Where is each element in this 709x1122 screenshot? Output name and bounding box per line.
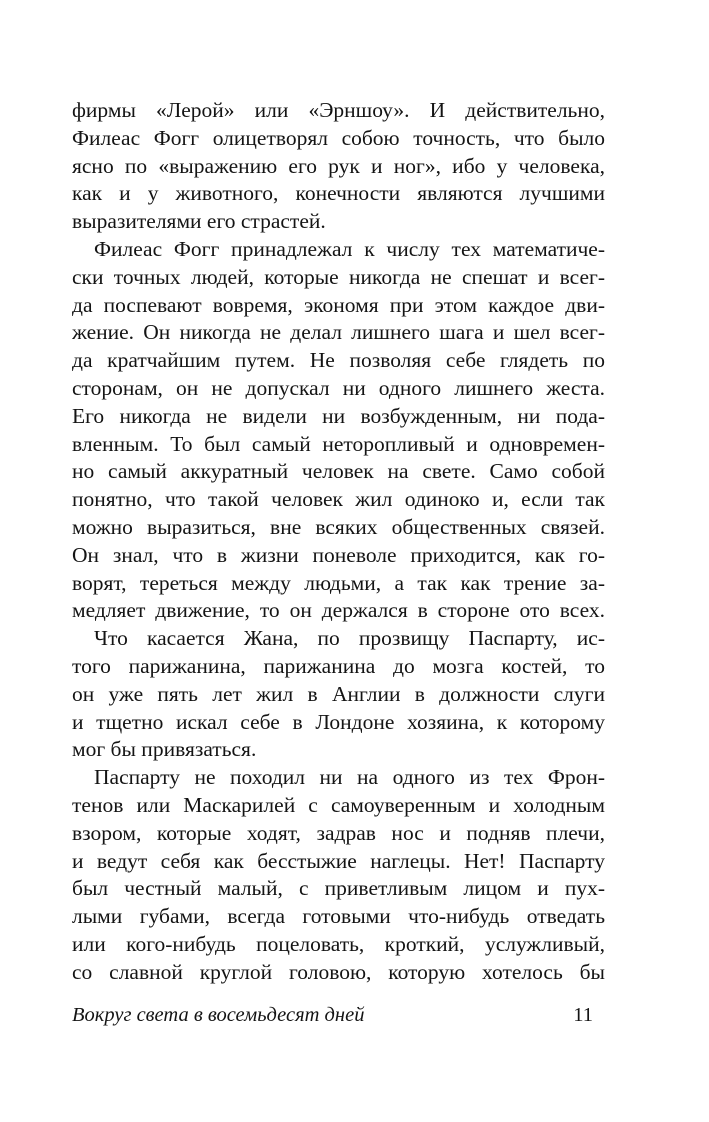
text-line: мог бы привязаться. — [72, 737, 257, 762]
text-line: со славной круглой головою, которую хотелось бы — [72, 959, 605, 984]
text-line: был честный малый, с приветливым лицом и пух- — [72, 876, 605, 901]
text-line: того парижанина, парижанина до мозга костей, то — [72, 653, 605, 678]
text-line: он уже пять лет жил в Англии в должности слуги — [72, 681, 605, 706]
text-line: Филеас Фогг олицетворял собою точность, что было — [72, 125, 605, 150]
text-line: тенов или Маскарилей с самоуверенным и холодным — [72, 792, 605, 817]
text-line: ски точных людей, которые никогда не спешат и всег- — [72, 264, 605, 289]
text-line: или кого-нибудь поцеловать, кроткий, услужливый, — [72, 931, 605, 956]
text-line: и тщетно искал себе в Лондоне хозяина, к которому — [72, 709, 605, 734]
text-line: Паспарту не походил ни на одного из тех Фрон- — [94, 765, 605, 790]
paragraph — [72, 625, 605, 764]
text-line: как и у животного, конечности являются лучшими — [72, 181, 605, 206]
page-text — [72, 97, 605, 987]
text-line: понятно, что такой человек жил одиноко и, если так — [72, 487, 605, 512]
page-footer — [72, 1002, 605, 1028]
text-line: да поспевают вовремя, экономя при этом каждое дви- — [72, 292, 605, 317]
paragraph — [72, 764, 605, 986]
running-title: Вокруг света в восемьдесят дней — [72, 1004, 365, 1026]
text-line: медляет движение, то он держался в стороне ото всех. — [72, 598, 605, 623]
page-number: 11 — [573, 1004, 593, 1026]
text-line: Его никогда не видели ни возбужденным, ни пода- — [72, 403, 605, 428]
text-line: ворят, тереться между людьми, а так как трение за- — [72, 570, 605, 595]
text-line: Он знал, что в жизни поневоле приходится, как го- — [72, 542, 605, 567]
text-line: выразителями его страстей. — [72, 209, 326, 234]
text-line: и ведут себя как бесстыжие наглецы. Нет! Паспарту — [72, 848, 605, 873]
text-line: Что касается Жана, по прозвищу Паспарту, ис- — [94, 626, 605, 651]
paragraph — [72, 97, 605, 236]
text-line: но самый аккуратный человек на свете. Само собой — [72, 459, 605, 484]
text-line: сторонам, он не допускал ни одного лишнего жеста. — [72, 375, 605, 400]
text-line: жение. Он никогда не делал лишнего шага и шел всег- — [72, 320, 605, 345]
text-line: вленным. То был самый неторопливый и одновремен- — [72, 431, 605, 456]
text-line: Филеас Фогг принадлежал к числу тех математиче- — [94, 236, 605, 261]
text-line: ясно по «выражению его рук и ног», ибо у человека, — [72, 153, 605, 178]
text-line: лыми губами, всегда готовыми что-нибудь отведать — [72, 904, 605, 929]
text-line: можно выразиться, вне всяких общественных связей. — [72, 514, 605, 539]
text-line: фирмы «Лерой» или «Эрншоу». И действительно, — [72, 98, 605, 122]
text-line: взором, которые ходят, задрав нос и подняв плечи, — [72, 820, 605, 845]
paragraph — [72, 236, 605, 625]
text-line: да кратчайшим путем. Не позволяя себе глядеть по — [72, 348, 605, 373]
